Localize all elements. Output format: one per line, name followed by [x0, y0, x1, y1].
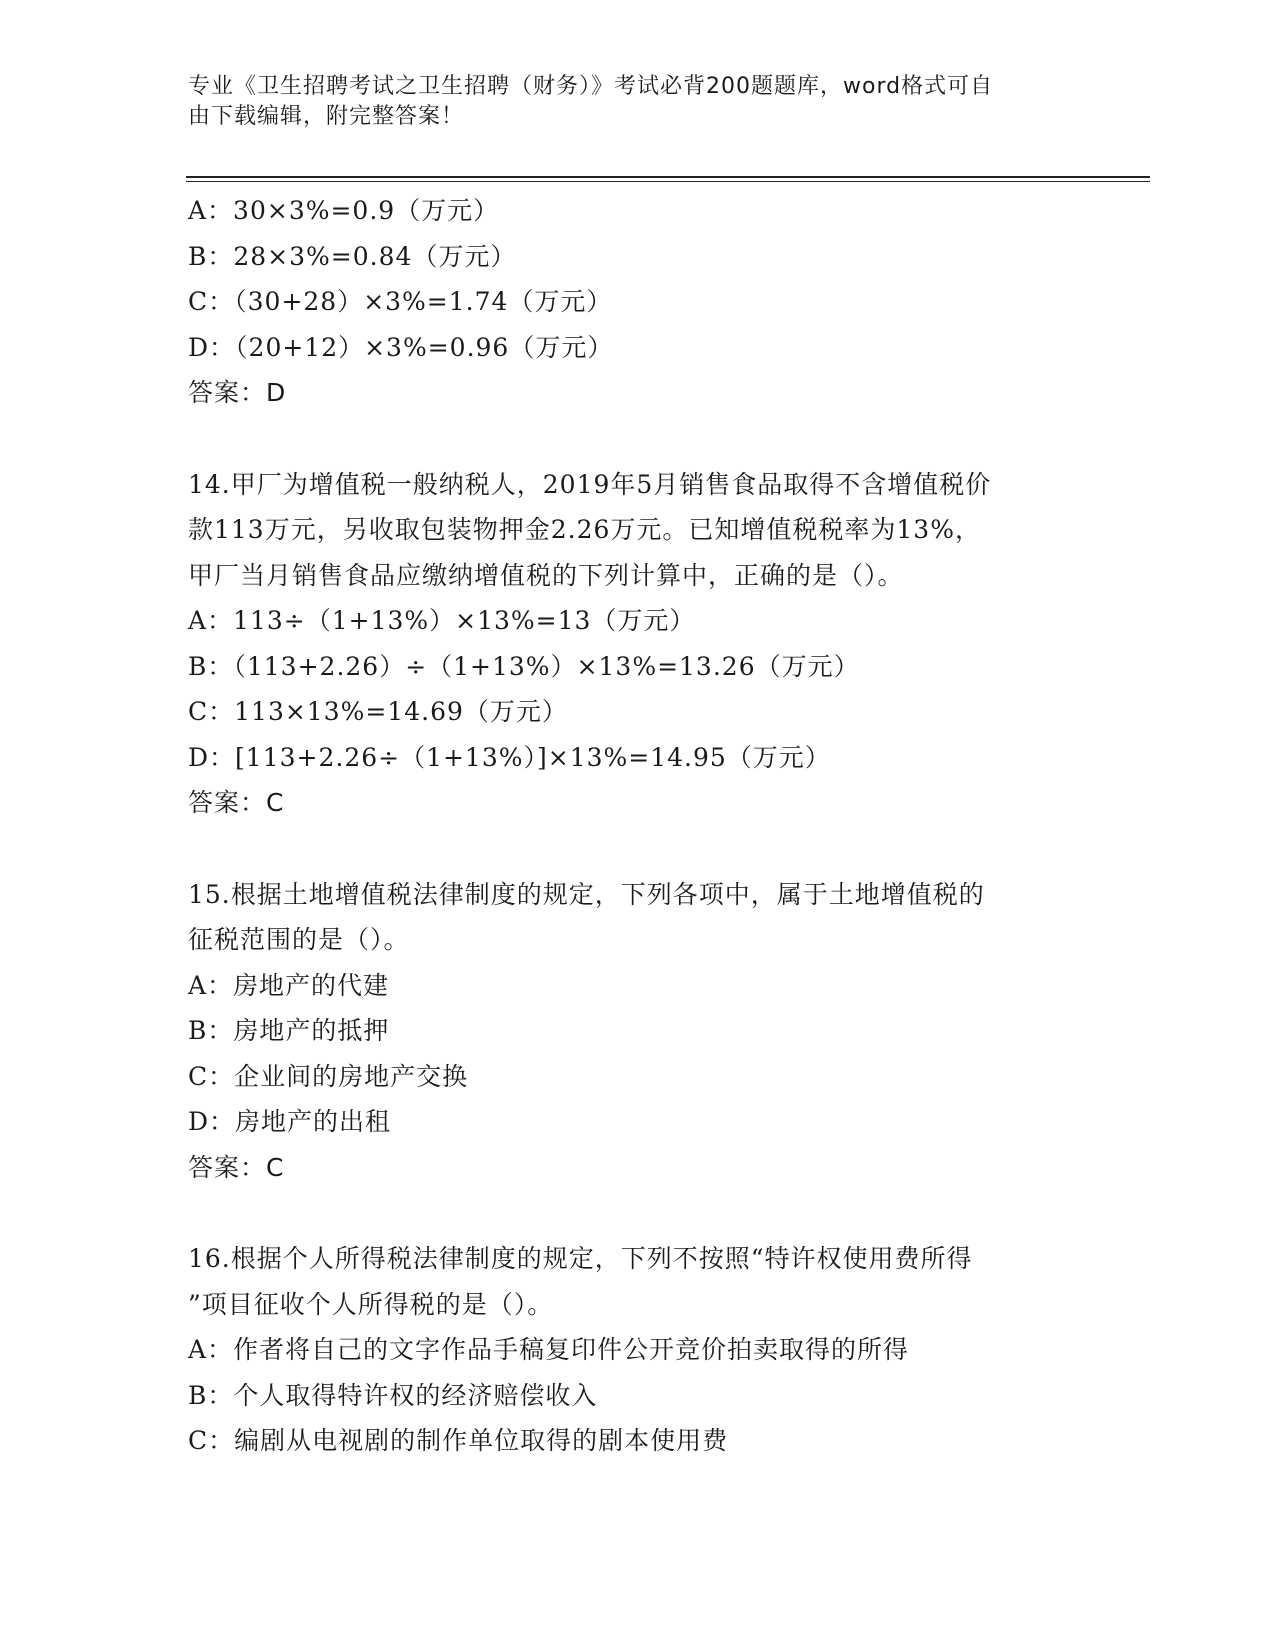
question-stem-line: 甲厂当月销售食品应缴纳增值税的下列计算中，正确的是（）。 — [188, 560, 904, 590]
answer-label: 答案：D — [188, 378, 287, 407]
option-a: A：作者将自己的文字作品手稿复印件公开竞价拍卖取得的所得 — [188, 1335, 910, 1364]
question-stem-line: 征税范围的是（）。 — [188, 925, 410, 954]
option-c: C：企业间的房地产交换 — [188, 1061, 469, 1091]
option-b: B：个人取得特许权的经济赔偿收入 — [188, 1380, 598, 1410]
header-line-2: 由下载编辑，附完整答案！ — [188, 104, 465, 129]
spacer — [188, 1190, 1088, 1236]
option-c: C：编剧从电视剧的制作单位取得的剧本使用费 — [188, 1426, 729, 1455]
question-stem-line: 16.根据个人所得税法律制度的规定，下列不按照“特许权使用费所得 — [188, 1244, 973, 1273]
question-stem-line: 15.根据土地增值税法律制度的规定，下列各项中，属于土地增值税的 — [188, 879, 985, 909]
answer-label: 答案：C — [188, 788, 285, 817]
question-15 — [188, 872, 1088, 1191]
option-a: A：房地产的代建 — [188, 970, 390, 1000]
question-stem-line: 14.甲厂为增值税一般纳税人，2019年5月销售食品取得不含增值税价 — [188, 469, 992, 499]
option-c: C：（30+28）×3%=1.74（万元） — [188, 287, 613, 316]
option-b: B：（113+2.26）÷（1+13%）×13%=13.26（万元） — [188, 651, 860, 681]
option-d: D：[113+2.26÷（1+13%）]×13%=14.95（万元） — [188, 742, 831, 772]
option-d: D：房地产的出租 — [188, 1107, 392, 1136]
document-body — [188, 188, 1088, 1464]
question-14 — [188, 462, 1088, 826]
question-stem-line: ”项目征收个人所得税的是（）。 — [188, 1289, 554, 1319]
spacer — [188, 416, 1088, 462]
spacer — [188, 826, 1088, 872]
option-b: B：28×3%=0.84（万元） — [188, 241, 517, 271]
option-c: C：113×13%=14.69（万元） — [188, 697, 568, 726]
header-line-1: 专业《卫生招聘考试之卫生招聘（财务）》考试必背200题题库，word格式可自 — [188, 74, 994, 99]
option-a: A：113÷（1+13%）×13%=13（万元） — [188, 606, 696, 635]
header-divider-thin — [186, 181, 1150, 182]
question-13 — [188, 188, 1088, 416]
question-stem-line: 款113万元，另收取包装物押金2.26万元。已知增值税税率为13%， — [188, 515, 981, 544]
document-header — [188, 72, 1068, 132]
header-divider-thick — [186, 176, 1150, 178]
answer-label: 答案：C — [188, 1152, 285, 1182]
option-b: B：房地产的抵押 — [188, 1016, 390, 1045]
question-16 — [188, 1236, 1088, 1464]
option-d: D：（20+12）×3%=0.96（万元） — [188, 332, 614, 362]
option-a: A：30×3%=0.9（万元） — [188, 196, 500, 225]
